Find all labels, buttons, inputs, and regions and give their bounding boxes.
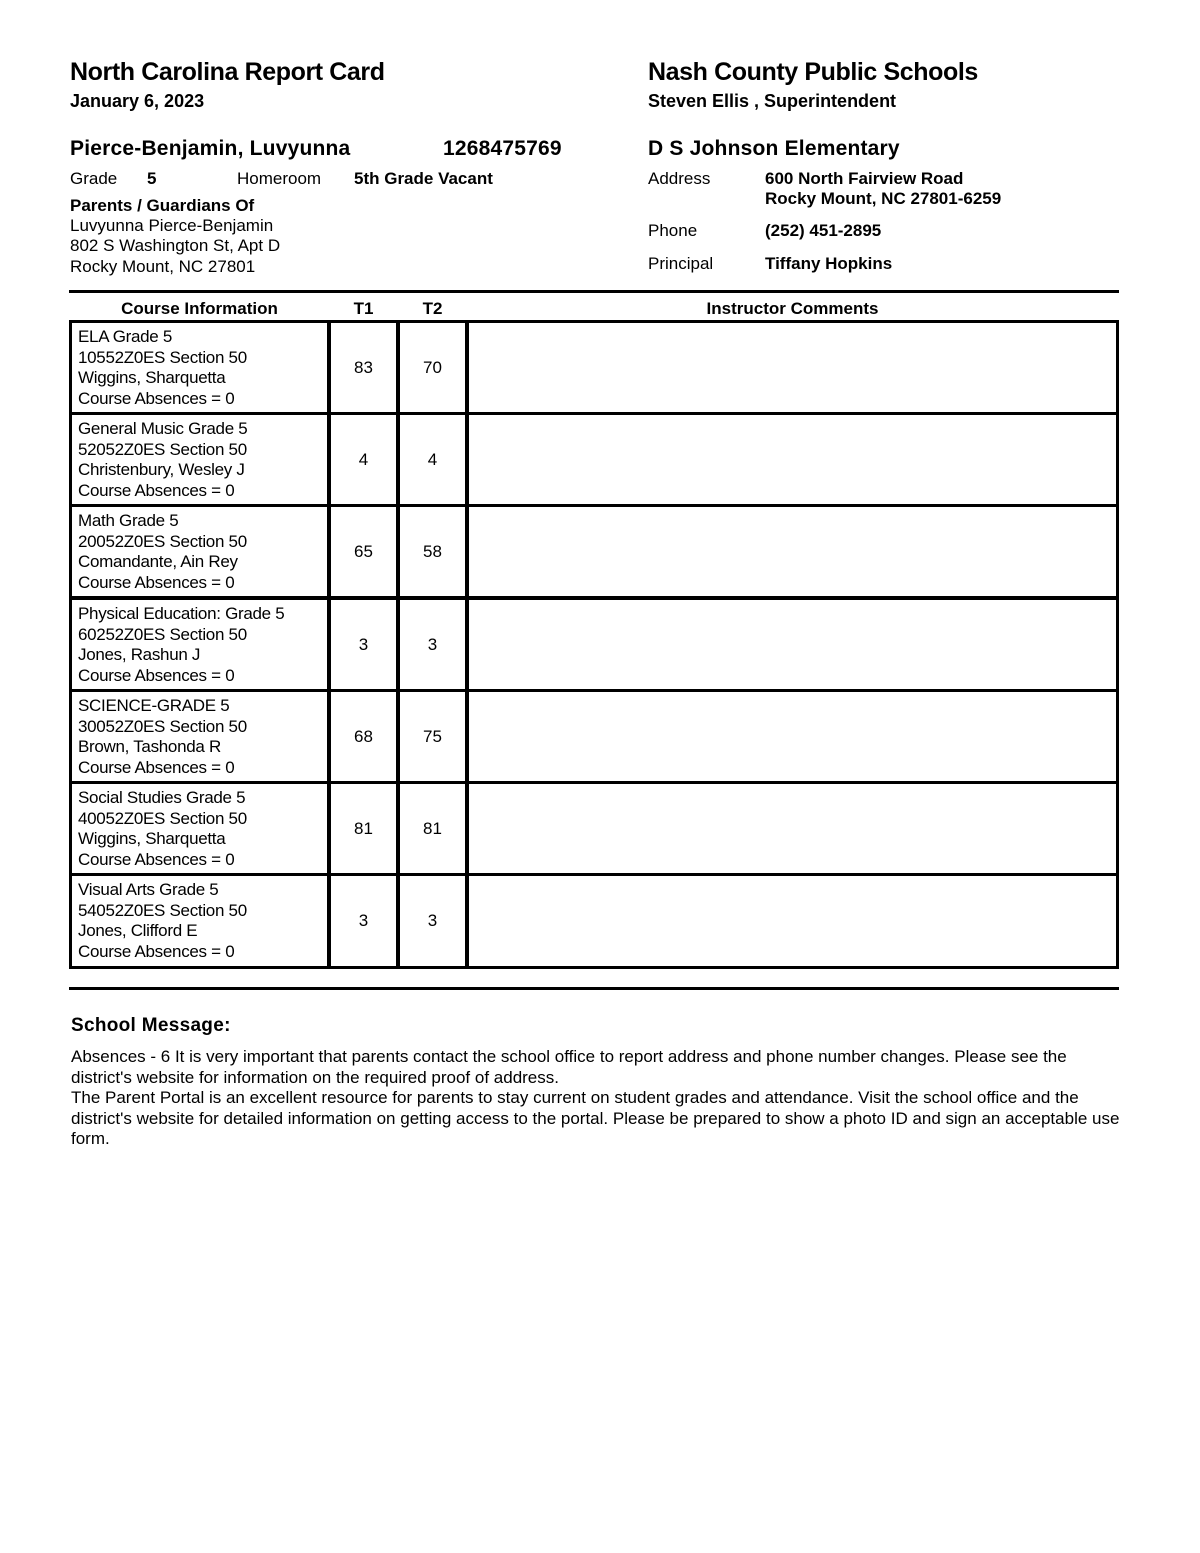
course-name: Math Grade 5 xyxy=(78,511,179,530)
table-row-course-info xyxy=(69,597,330,692)
course-section: 10552Z0ES Section 50 xyxy=(78,347,247,367)
table-row-course-info xyxy=(69,412,330,507)
course-section: 30052Z0ES Section 50 xyxy=(78,716,247,736)
course-absences: Course Absences = 0 xyxy=(78,757,235,777)
instructor-comment xyxy=(466,781,1119,876)
course-teacher: Wiggins, Sharquetta xyxy=(78,829,226,849)
course-teacher: Jones, Clifford E xyxy=(78,921,198,941)
table-row-course-info xyxy=(69,873,330,969)
header-t2: T2 xyxy=(422,299,443,318)
grade-t1: 83 xyxy=(328,320,399,415)
course-teacher: Jones, Rashun J xyxy=(78,645,201,665)
grade-t2: 3 xyxy=(397,873,468,969)
guardian-name: Luvyunna Pierce-Benjamin xyxy=(70,216,274,235)
header-instructor-comments: Instructor Comments xyxy=(706,299,879,318)
principal-label: Principal xyxy=(648,254,714,273)
course-section: 60252Z0ES Section 50 xyxy=(78,624,247,644)
address-label: Address xyxy=(648,169,711,188)
student-name: Pierce-Benjamin, Luvyunna xyxy=(70,137,351,160)
course-section: 20052Z0ES Section 50 xyxy=(78,531,247,551)
school-principal: Tiffany Hopkins xyxy=(765,254,893,273)
school-name: D S Johnson Elementary xyxy=(648,137,900,160)
header-t1: T1 xyxy=(353,299,374,318)
grade-t1: 65 xyxy=(328,504,399,599)
course-section: 54052Z0ES Section 50 xyxy=(78,900,247,920)
school-address-line2: Rocky Mount, NC 27801-6259 xyxy=(765,189,1002,208)
grade-t2: 81 xyxy=(397,781,468,876)
grade-t1: 4 xyxy=(328,412,399,507)
grade-t2: 4 xyxy=(397,412,468,507)
grade-t2: 58 xyxy=(397,504,468,599)
report-title: North Carolina Report Card xyxy=(70,58,385,86)
instructor-comment xyxy=(466,504,1119,599)
course-section: 52052Z0ES Section 50 xyxy=(78,439,247,459)
table-row-course-info xyxy=(69,504,330,599)
course-teacher: Wiggins, Sharquetta xyxy=(78,368,226,388)
school-message-paragraph: The Parent Portal is an excellent resource for parents to stay current on student grades and attendance. Visit the school office and the district's website for detailed information on getting access to the portal. Please be prepared to show a photo ID and sign an acceptable use form. xyxy=(71,1088,1120,1149)
course-absences: Course Absences = 0 xyxy=(78,572,235,592)
guardian-city: Rocky Mount, NC 27801 xyxy=(70,257,256,276)
homeroom-label: Homeroom xyxy=(237,169,322,188)
guardians-label: Parents / Guardians Of xyxy=(70,196,255,215)
course-name: Social Studies Grade 5 xyxy=(78,788,246,807)
header-course-information: Course Information xyxy=(121,299,278,318)
grade-label: Grade xyxy=(70,169,118,188)
course-name: Physical Education: Grade 5 xyxy=(78,604,285,623)
school-message-title: School Message: xyxy=(71,1015,231,1036)
grade-t2: 3 xyxy=(397,597,468,692)
course-name: General Music Grade 5 xyxy=(78,419,248,438)
instructor-comment xyxy=(466,689,1119,784)
table-divider xyxy=(69,987,1119,990)
superintendent: Steven Ellis , Superintendent xyxy=(648,91,897,111)
school-address-line1: 600 North Fairview Road xyxy=(765,169,964,188)
table-row-course-info xyxy=(69,320,330,415)
course-absences: Course Absences = 0 xyxy=(78,388,235,408)
course-name: Visual Arts Grade 5 xyxy=(78,880,219,899)
instructor-comment xyxy=(466,597,1119,692)
course-absences: Course Absences = 0 xyxy=(78,665,235,685)
header-divider xyxy=(69,290,1119,293)
course-absences: Course Absences = 0 xyxy=(78,941,235,961)
instructor-comment xyxy=(466,873,1119,969)
course-section: 40052Z0ES Section 50 xyxy=(78,808,247,828)
course-teacher: Comandante, Ain Rey xyxy=(78,552,238,572)
course-absences: Course Absences = 0 xyxy=(78,849,235,869)
school-message-body xyxy=(71,1047,1123,1150)
school-message-paragraph: Absences - 6 It is very important that parents contact the school office to report address and phone number changes. Please see the district's website for information on the required proof of address. xyxy=(71,1047,1067,1087)
instructor-comment xyxy=(466,412,1119,507)
course-teacher: Christenbury, Wesley J xyxy=(78,460,245,480)
course-teacher: Brown, Tashonda R xyxy=(78,737,221,757)
course-name: SCIENCE-GRADE 5 xyxy=(78,696,230,715)
grade-t1: 68 xyxy=(328,689,399,784)
school-phone: (252) 451-2895 xyxy=(765,221,882,240)
grade-value: 5 xyxy=(147,169,157,188)
report-date: January 6, 2023 xyxy=(70,91,205,111)
table-row-course-info xyxy=(69,689,330,784)
guardian-street: 802 S Washington St, Apt D xyxy=(70,236,281,255)
grade-t2: 70 xyxy=(397,320,468,415)
phone-label: Phone xyxy=(648,221,698,240)
grade-t2: 75 xyxy=(397,689,468,784)
student-id: 1268475769 xyxy=(443,137,562,160)
grade-t1: 3 xyxy=(328,873,399,969)
course-absences: Course Absences = 0 xyxy=(78,480,235,500)
table-row-course-info xyxy=(69,781,330,876)
grade-t1: 3 xyxy=(328,597,399,692)
course-name: ELA Grade 5 xyxy=(78,327,173,346)
instructor-comment xyxy=(466,320,1119,415)
homeroom-value: 5th Grade Vacant xyxy=(354,169,493,188)
district-name: Nash County Public Schools xyxy=(648,58,978,86)
grade-t1: 81 xyxy=(328,781,399,876)
